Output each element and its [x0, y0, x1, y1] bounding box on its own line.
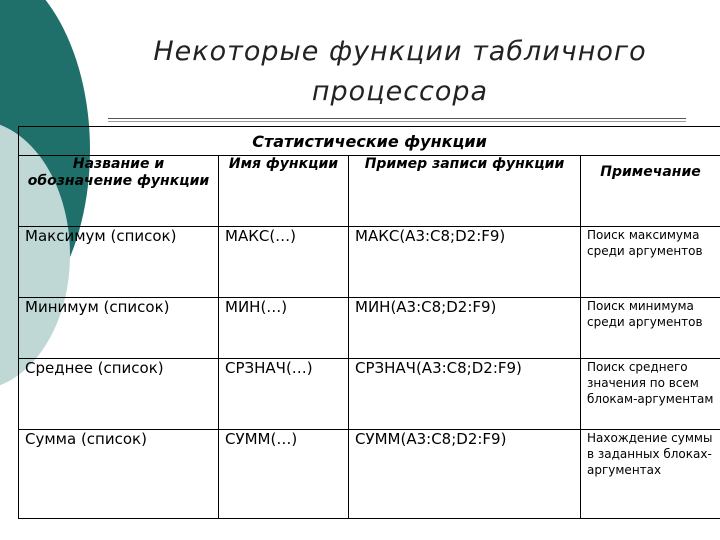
cell-example: МИН(A3:C8;D2:F9)	[349, 298, 581, 359]
cell-name: Минимум (список)	[19, 298, 219, 359]
table-row	[19, 227, 720, 298]
cell-note: Поиск максимума среди аргументов	[581, 227, 720, 298]
slide-title	[110, 32, 690, 112]
slide-title-line1: Некоторые функции табличного	[153, 36, 647, 67]
cell-func: МАКС(…)	[219, 227, 349, 298]
cell-note: Поиск среднего значения по всем блокам-аргументам	[581, 359, 720, 430]
functions-table	[18, 126, 720, 519]
cell-example: СРЗНАЧ(A3:C8;D2:F9)	[349, 359, 581, 430]
cell-func: СРЗНАЧ(…)	[219, 359, 349, 430]
header-name: Название и обозначение функции	[19, 156, 219, 227]
header-example: Пример записи функции	[349, 156, 581, 227]
table-row	[19, 298, 720, 359]
cell-func: МИН(…)	[219, 298, 349, 359]
table-row	[19, 359, 720, 430]
cell-note: Поиск минимума среди аргументов	[581, 298, 720, 359]
table-row	[19, 430, 720, 519]
cell-name: Среднее (список)	[19, 359, 219, 430]
slide-title-line2: процессора	[311, 76, 489, 107]
header-note: Примечание	[581, 156, 720, 227]
cell-note: Нахождение суммы в заданных блоках-аргументах	[581, 430, 720, 519]
cell-example: СУММ(A3:C8;D2:F9)	[349, 430, 581, 519]
cell-example: МАКС(A3:C8;D2:F9)	[349, 227, 581, 298]
header-func: Имя функции	[219, 156, 349, 227]
title-divider	[108, 118, 686, 122]
cell-name: Максимум (список)	[19, 227, 219, 298]
table-caption: Статистические функции	[19, 127, 720, 156]
table-header-row	[19, 156, 720, 227]
cell-name: Сумма (список)	[19, 430, 219, 519]
cell-func: СУММ(…)	[219, 430, 349, 519]
